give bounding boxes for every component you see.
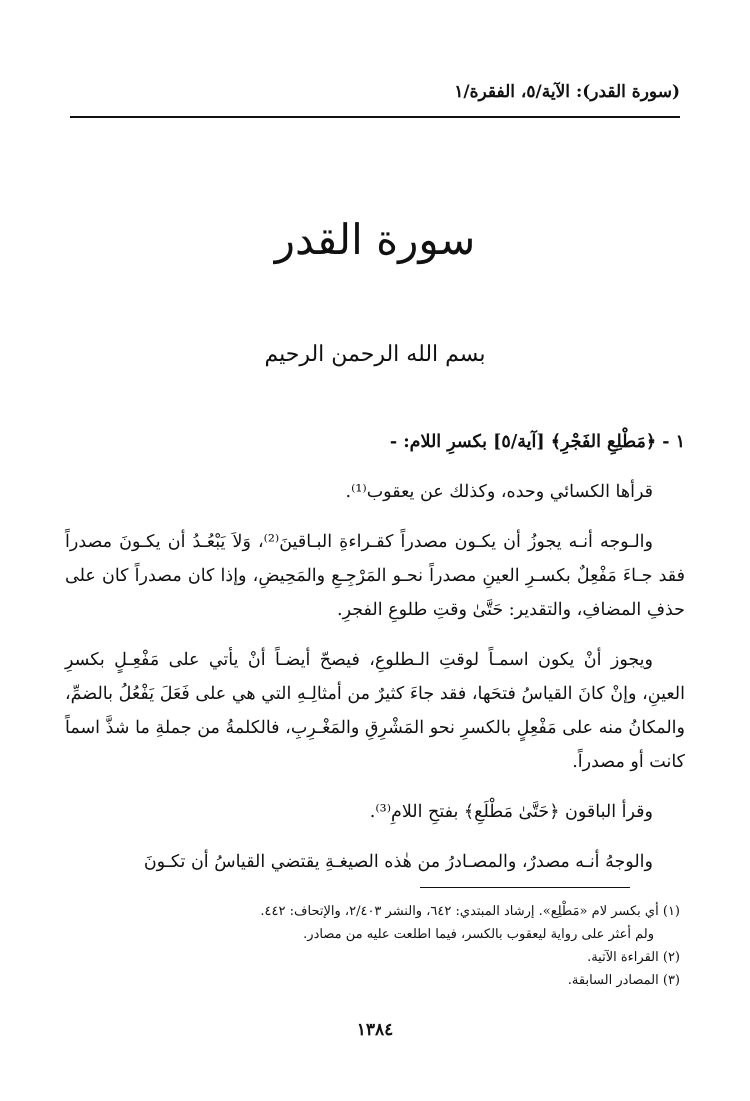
page-number: ١٣٨٤ — [356, 1020, 394, 1040]
main-text — [65, 425, 685, 895]
paragraph-1: قرأها الكسائي وحده، وكذلك عن يعقوب⁽¹⁾. — [345, 482, 653, 502]
paragraph-2: والـوجه أنـه يجوزُ أن يكـون مصدراً كقـراءةِ البـاقينَ⁽²⁾، وَلاَ يَبْعُـدُ أن يكـونَ مصدراً فقد جـاءَ مَفْعِلٌ بكسـرِ العينِ مصدراً نحـو المَرْجِـعِ والمَحِيضِ، وإذا كان مصدراً كان على حذفِ المضافِ، والتقدير: حَتَّىٰ وقتِ طلوعِ الفجرِ. — [65, 532, 685, 620]
footnote-2: (٢) القراءة الآتية. — [587, 950, 680, 965]
header-rule — [70, 116, 680, 118]
footnote-rule — [420, 887, 630, 888]
surah-title: سورة القدر — [274, 215, 476, 264]
footnotes — [80, 900, 680, 992]
paragraph-3: ويجوز أنْ يكون اسمـاً لوقتِ الـطلوعِ، فيصحّ أيضـاً أنْ يأتي على مَفْعِـلٍ بكسرِ العينِ، وإنْ كانَ القياسُ فتحَها، فقد جاءَ كثيرٌ من أمثالِـهِ التي هي على فَعَلَ يَفْعُلُ بالضمِّ، والمكانُ منه على مَفْعِلٍ بالكسرِ نحو المَشْرِقِ والمَغْـرِبِ، فالكلمةُ من جملةِ ما شذَّ اسماً كانت أو مصدراً. — [65, 650, 685, 772]
footnote-1-continued: ولم أعثر على رواية ليعقوب بالكسر، فيما اطلعت عليه من مصادر. — [303, 927, 654, 942]
running-header: (سورة القدر): الآية/٥، الفقرة/١ — [454, 82, 680, 102]
footnote-1: (١) أي بكسر لام «مَطْلِع». إرشاد المبتدي: ٦٤٢، والنشر ٢/٤٠٣، والإتحاف: ٤٤٢. — [260, 904, 680, 919]
paragraph-5: والوجهُ أنـه مصدرٌ، والمصـادرُ من هٰذه الصيغـةِ يقتضي القياسُ أن تكـونَ — [143, 852, 653, 872]
entry-heading: ١ - ﴿مَطْلِعِ الفَجْرِ﴾ [آية/٥] بكسرِ اللام: - — [389, 432, 685, 452]
footnote-3: (٣) المصادر السابقة. — [567, 973, 680, 988]
basmala: بسم الله الرحمن الرحيم — [264, 342, 486, 367]
paragraph-4: وقرأ الباقون ﴿حَتَّىٰ مَطْلَعِ﴾ بفتحِ اللامِ⁽³⁾. — [369, 802, 653, 822]
